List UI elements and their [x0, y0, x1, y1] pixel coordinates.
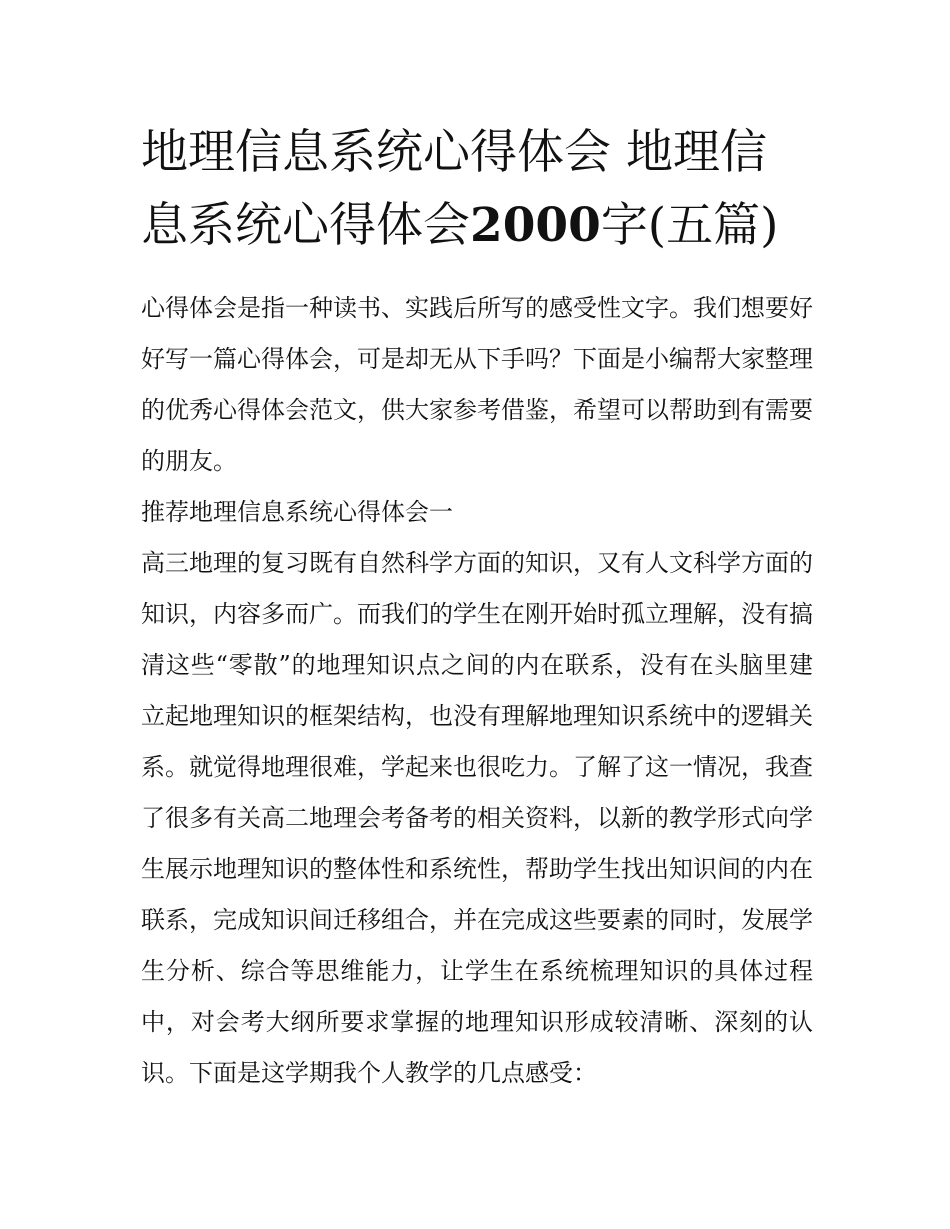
intro-paragraph: 心得体会是指一种读书、实践后所写的感受性文字。我们想要好好写一篇心得体会，可是却无从下手吗？下面是小编帮大家整理的优秀心得体会范文，供大家参考借鉴，希望可以帮助到有需要的朋友。	[141, 294, 813, 475]
body-paragraph: 高三地理的复习既有自然科学方面的知识，又有人文科学方面的知识，内容多而广。而我们的学生在刚开始时孤立理解，没有搞清这些“零散”的地理知识点之间的内在联系，没有在头脑里建立起地理知识的框架结构，也没有理解地理知识系统中的逻辑关系。就觉得地理很难，学起来也很吃力。了解了这一情况，我查了很多有关高二地理会考备考的相关资料，以新的教学形式向学生展示地理知识的整体性和系统性，帮助学生找出知识间的内在联系，完成知识间迁移组合，并在完成这些要素的同时，发展学生分析、综合等思维能力，让学生在系统梳理知识的具体过程中，对会考大纲所要求掌握的地理知识形成较清晰、深刻的认识。下面是这学期我个人教学的几点感受：	[141, 549, 813, 1087]
document-title	[141, 116, 813, 262]
document-content	[141, 116, 813, 1099]
section-heading: 推荐地理信息系统心得体会一	[141, 498, 453, 526]
title-text-part2: 字(五篇)	[600, 198, 779, 253]
title-number: 2000	[470, 198, 601, 253]
title-text-part1: 地理信息系统心得体会 地理信息系统心得体会	[141, 125, 767, 253]
